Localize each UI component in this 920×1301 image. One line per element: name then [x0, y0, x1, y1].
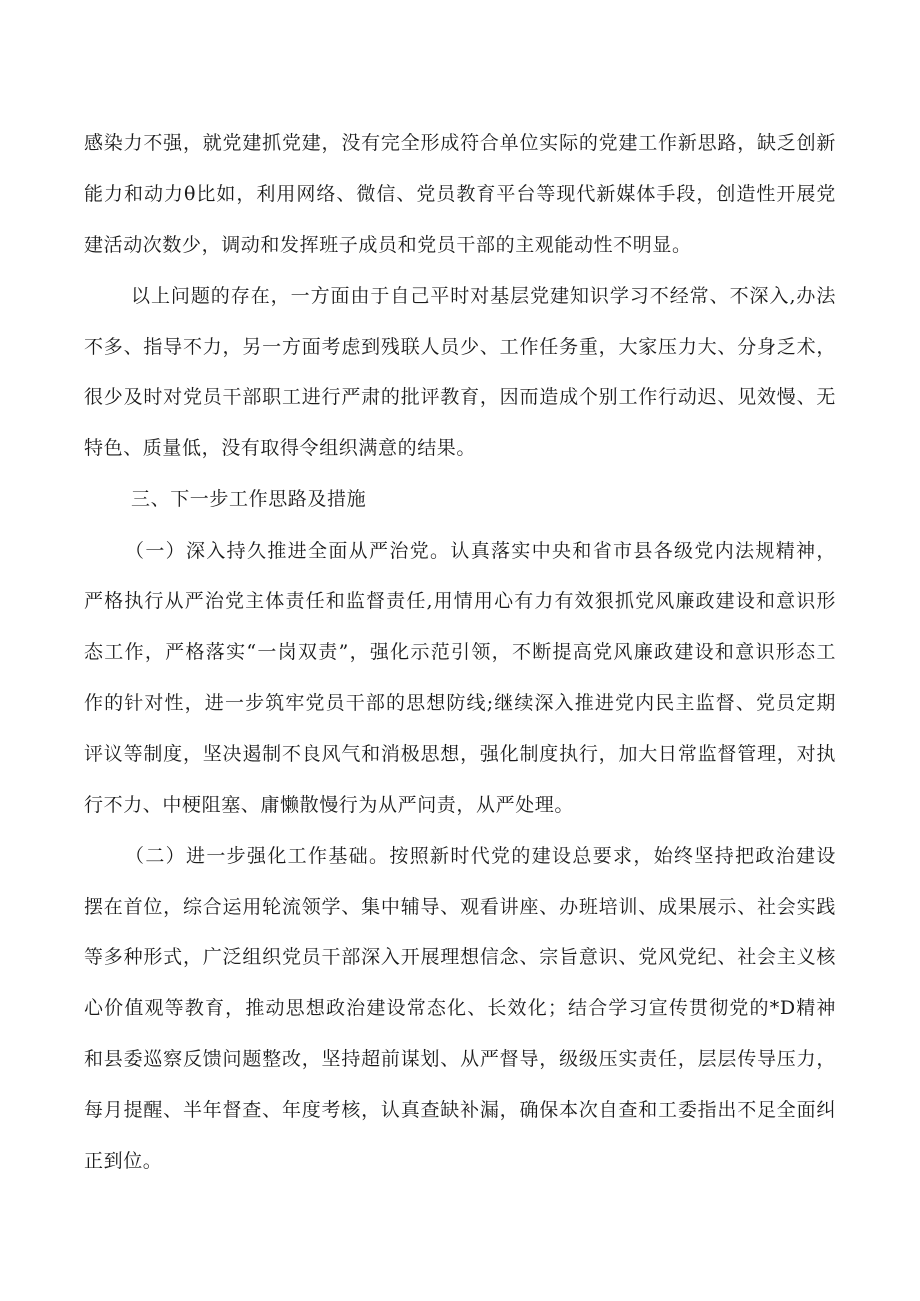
text-line: 和县委巡察反馈问题整改，坚持超前谋划、从严督导，级级压实责任，层层传导压力， — [84, 1048, 836, 1070]
text-line: 建活动次数少，调动和发挥班子成员和党员干部的主观能动性不明显。 — [84, 234, 692, 256]
text-line: 正到位。 — [84, 1150, 163, 1172]
text-line: 以上问题的存在，一方面由于自己平时对基层党建知识学习不经常、不深入,办法 — [131, 285, 836, 307]
section-heading: 三、下一步工作思路及措施 — [131, 488, 367, 510]
text-line: 行不力、中梗阻塞、庸懒散慢行为从严问责，从严处理。 — [84, 794, 575, 816]
text-line: 严格执行从严治党主体责任和监督责任,用情用心有力有效狠抓党风廉政建设和意识形 — [84, 590, 836, 612]
text-line: 等多种形式，广泛组织党员干部深入开展理想信念、宗旨意识、党风党纪、社会主义核 — [84, 946, 836, 968]
text-line: 不多、指导不力，另一方面考虑到残联人员少、工作任务重，大家压力大、分身乏术， — [84, 336, 836, 358]
text-line: 感染力不强，就党建抓党建，没有完全形成符合单位实际的党建工作新思路，缺乏创新 — [84, 132, 836, 154]
text-line: 特色、质量低，没有取得令组织满意的结果。 — [84, 437, 477, 459]
text-line: 能力和动力θ比如，利用网络、微信、党员教育平台等现代新媒体手段，创造性开展党 — [84, 183, 836, 205]
text-line: （二）进一步强化工作基础。按照新时代党的建设总要求，始终坚持把政治建设 — [125, 845, 836, 867]
text-line: 心价值观等教育，推动思想政治建设常态化、长效化；结合学习宣传贯彻党的*D精神 — [84, 997, 836, 1019]
text-line: 摆在首位，综合运用轮流领学、集中辅导、观看讲座、办班培训、成果展示、社会实践 — [84, 896, 836, 918]
text-line: （一）深入持久推进全面从严治党。认真落实中央和省市县各级党内法规精神， — [125, 540, 836, 562]
text-line: 很少及时对党员干部职工进行严肃的批评教育，因而造成个别工作行动迟、见效慢、无 — [84, 386, 836, 408]
text-line: 评议等制度，坚决遏制不良风气和消极思想，强化制度执行，加大日常监督管理，对执 — [84, 743, 836, 765]
text-line: 每月提醒、半年督查、年度考核，认真查缺补漏，确保本次自查和工委指出不足全面纠 — [84, 1099, 836, 1121]
text-line: 作的针对性，进一步筑牢党员干部的思想防线;继续深入推进党内民主监督、党员定期 — [84, 692, 836, 714]
text-line: 态工作，严格落实“一岗双责”，强化示范引领，不断提高党风廉政建设和意识形态工 — [84, 641, 836, 663]
